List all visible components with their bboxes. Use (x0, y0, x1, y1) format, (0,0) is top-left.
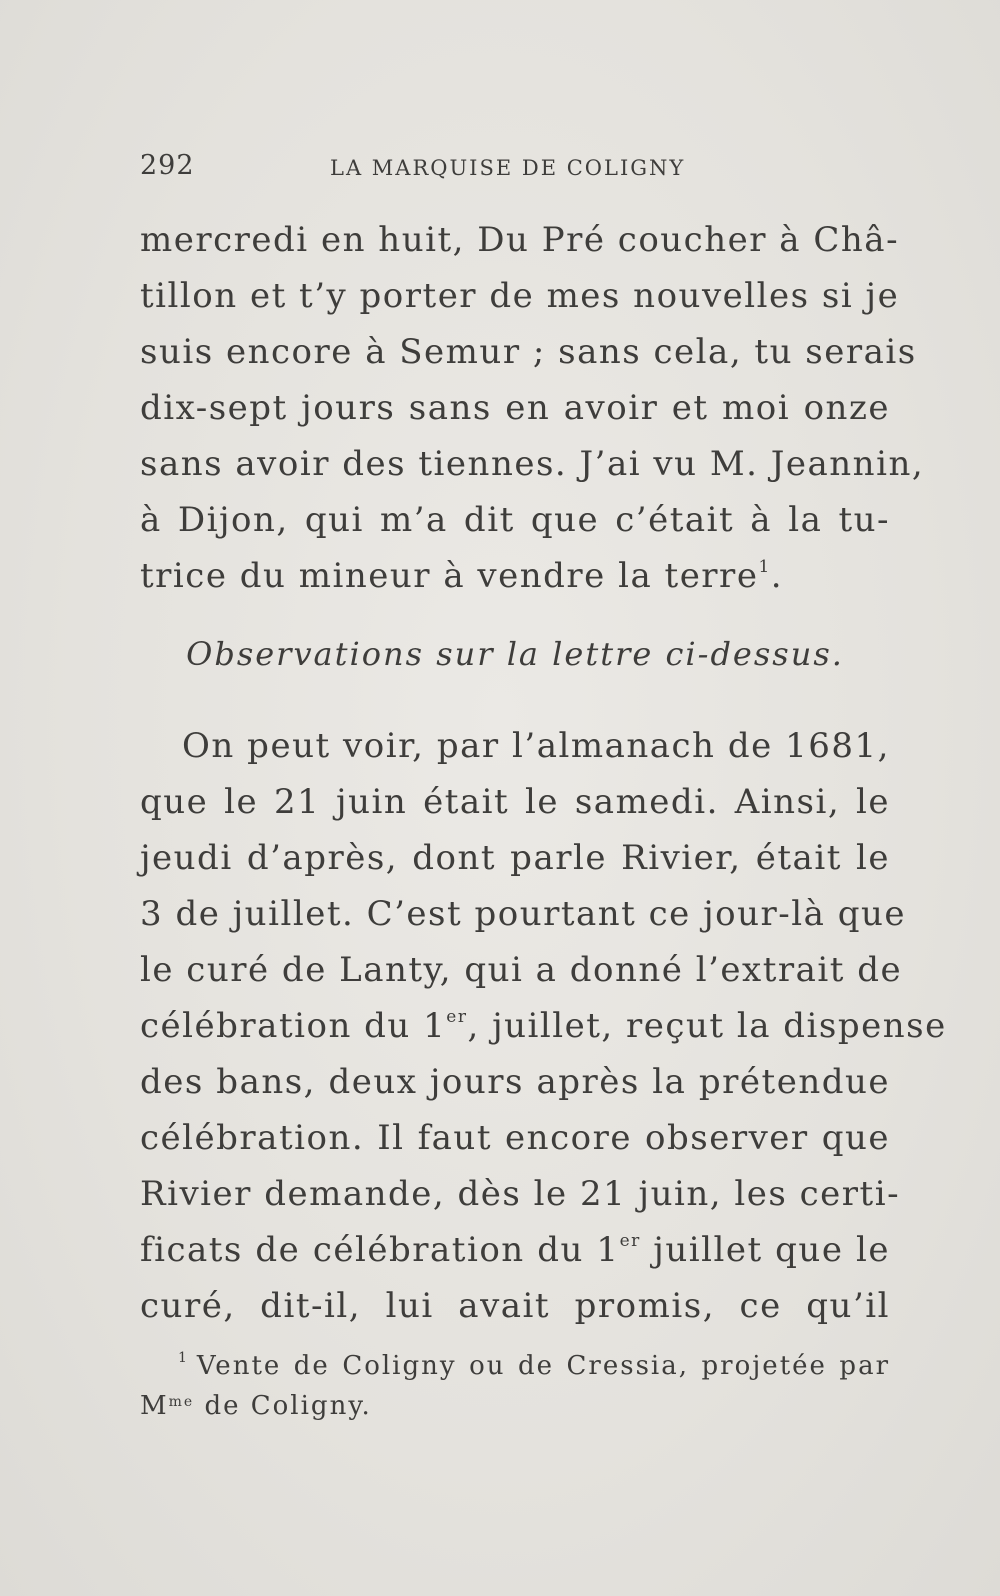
text-line (140, 998, 947, 1054)
text-line: sans avoir des tiennes. J’ai vu M. Jeannin, (140, 444, 925, 484)
text-line: célébration. Il faut encore observer que (140, 1118, 890, 1158)
footnote-line (140, 1346, 890, 1386)
footnote-line (140, 1386, 890, 1426)
footnote-text: Vente de Coligny ou de Cressia, projetée par (196, 1351, 890, 1381)
text-line (140, 1222, 890, 1278)
text-line: curé, dit-il, lui avait promis, ce qu’il (140, 1286, 890, 1326)
page-number: 292 (140, 150, 195, 181)
footnote (140, 1346, 890, 1426)
text-line: dix-sept jours sans en avoir et moi onze (140, 388, 890, 428)
text-line: jeudi d’après, dont parle Rivier, était le (140, 838, 890, 878)
footnote-text: M (140, 1391, 169, 1421)
section-title: Observations sur la lettre ci-dessus. (186, 635, 844, 673)
text-line: suis encore à Semur ; sans cela, tu serais (140, 332, 917, 372)
running-title: LA MARQUISE DE COLIGNY (330, 156, 686, 180)
text-line-part: ficats de célébration du 1 (140, 1230, 620, 1270)
footnote-text: de Coligny. (194, 1391, 372, 1421)
text-line: le curé de Lanty, qui a donné l’extrait de (140, 950, 903, 990)
text-line: à Dijon, qui m’a dit que c’était à la tu- (140, 500, 890, 540)
text-line: tillon et t’y porter de mes nouvelles si je (140, 276, 900, 316)
text-line: Rivier demande, dès le 21 juin, les certi- (140, 1174, 901, 1214)
text-line: On peut voir, par l’almanach de 1681, (182, 726, 890, 766)
text-line-part: juillet que le (640, 1230, 890, 1270)
ordinal-superscript: er (446, 1007, 468, 1027)
letter-text (140, 212, 925, 604)
text-line: 3 de juillet. C’est pourtant ce jour-là que (140, 894, 906, 934)
ordinal-superscript: er (619, 1231, 641, 1251)
abbreviation-superscript: me (168, 1394, 195, 1410)
footnote-reference: 1 (758, 557, 771, 577)
page-header (140, 150, 890, 186)
text-line: mercredi en huit, Du Pré coucher à Châ- (140, 220, 900, 260)
observations-text (140, 718, 947, 1334)
text-line: que le 21 juin était le samedi. Ainsi, le (140, 782, 890, 822)
text-line-part: célébration du 1 (140, 1006, 447, 1046)
text-line-end: . (770, 556, 784, 596)
text-line-content: trice du mineur à vendre la terre (140, 556, 759, 596)
text-line-part: , juillet, reçut la dispense (467, 1006, 947, 1046)
footnote-mark: 1 (178, 1350, 189, 1366)
text-line (140, 548, 890, 604)
text-line: des bans, deux jours après la prétendue (140, 1062, 890, 1102)
